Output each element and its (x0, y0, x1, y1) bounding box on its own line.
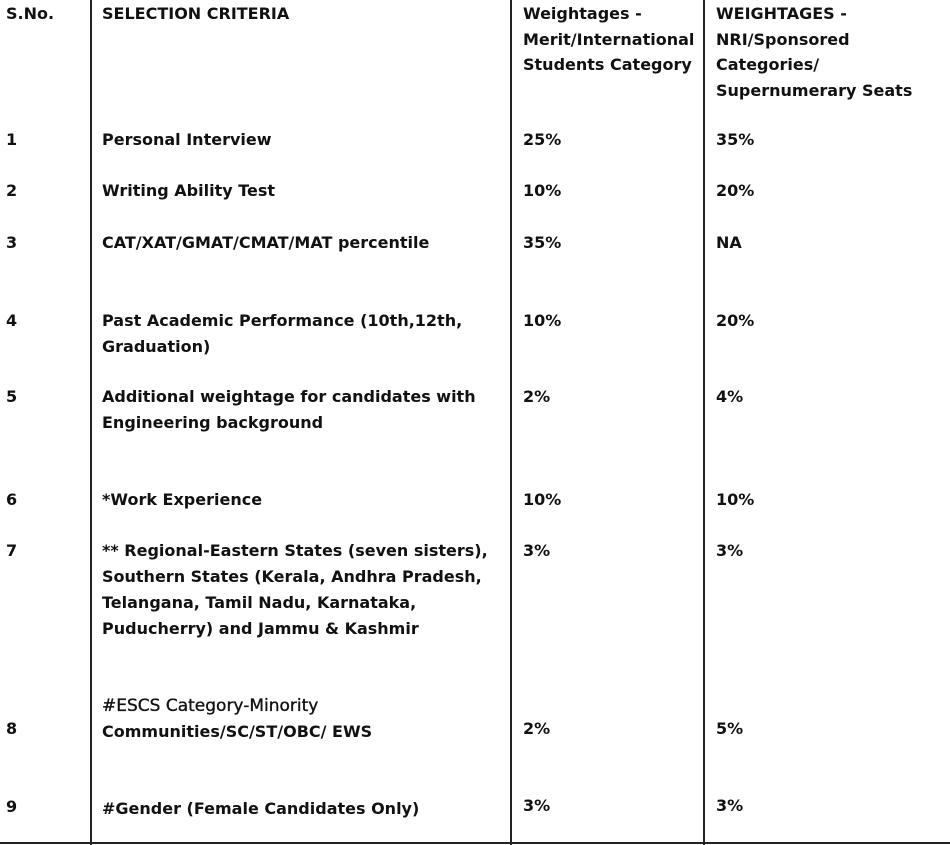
row-sno: 2 (6, 181, 18, 200)
row-merit-value: 10% (523, 181, 562, 200)
row-criteria: ** Regional-Eastern States (seven sisters), Southern States (Kerala, Andhra Pradesh, Telangana, Tamil Nadu, Karnataka, Puducherry) and Jammu & Kashmir (102, 541, 488, 638)
row-criteria: Writing Ability Test (102, 181, 276, 200)
row-merit-value: 2% (523, 719, 551, 738)
row-merit-value: 3% (523, 541, 551, 560)
row-sno: 6 (6, 490, 18, 509)
header-nri-weightage: WEIGHTAGES - NRI/Sponsored Categories/ Supernumerary Seats (716, 4, 913, 100)
row-sno: 3 (6, 233, 18, 252)
row-sno: 8 (6, 719, 18, 738)
header-merit-weightage: Weightages - Merit/International Students Category (523, 4, 695, 74)
row-nri-value: 20% (716, 311, 755, 330)
column-divider (90, 0, 92, 845)
row-nri-value: 5% (716, 719, 744, 738)
row-criteria: #Gender (Female Candidates Only) (102, 799, 420, 818)
column-divider (510, 0, 512, 845)
row-sno: 4 (6, 311, 18, 330)
row-sno: 5 (6, 387, 18, 406)
row-merit-value: 10% (523, 490, 562, 509)
row-merit-value: 25% (523, 130, 562, 149)
row-sno: 7 (6, 541, 18, 560)
row-criteria: *Work Experience (102, 490, 263, 509)
row-criteria: CAT/XAT/GMAT/CMAT/MAT percentile (102, 233, 430, 252)
row-criteria: Personal Interview (102, 130, 272, 149)
row-nri-value: NA (716, 233, 742, 252)
row-nri-value: 20% (716, 181, 755, 200)
row-merit-value: 35% (523, 233, 562, 252)
header-criteria: SELECTION CRITERIA (102, 4, 290, 23)
row-sno: 1 (6, 130, 18, 149)
row-nri-value: 10% (716, 490, 755, 509)
row-merit-value: 3% (523, 796, 551, 815)
row-nri-value: 35% (716, 130, 755, 149)
table-bottom-border (0, 842, 950, 844)
row-criteria-line2: Communities/SC/ST/OBC/ EWS (102, 722, 373, 741)
row-merit-value: 10% (523, 311, 562, 330)
row-nri-value: 3% (716, 796, 744, 815)
row-criteria: Additional weightage for candidates with Engineering background (102, 387, 476, 432)
row-merit-value: 2% (523, 387, 551, 406)
row-sno: 9 (6, 797, 18, 816)
row-nri-value: 3% (716, 541, 744, 560)
row-criteria-line1: #ESCS Category-Minority (102, 696, 319, 716)
row-nri-value: 4% (716, 387, 744, 406)
header-sno: S.No. (6, 4, 55, 23)
row-criteria: Past Academic Performance (10th,12th, Graduation) (102, 311, 463, 356)
